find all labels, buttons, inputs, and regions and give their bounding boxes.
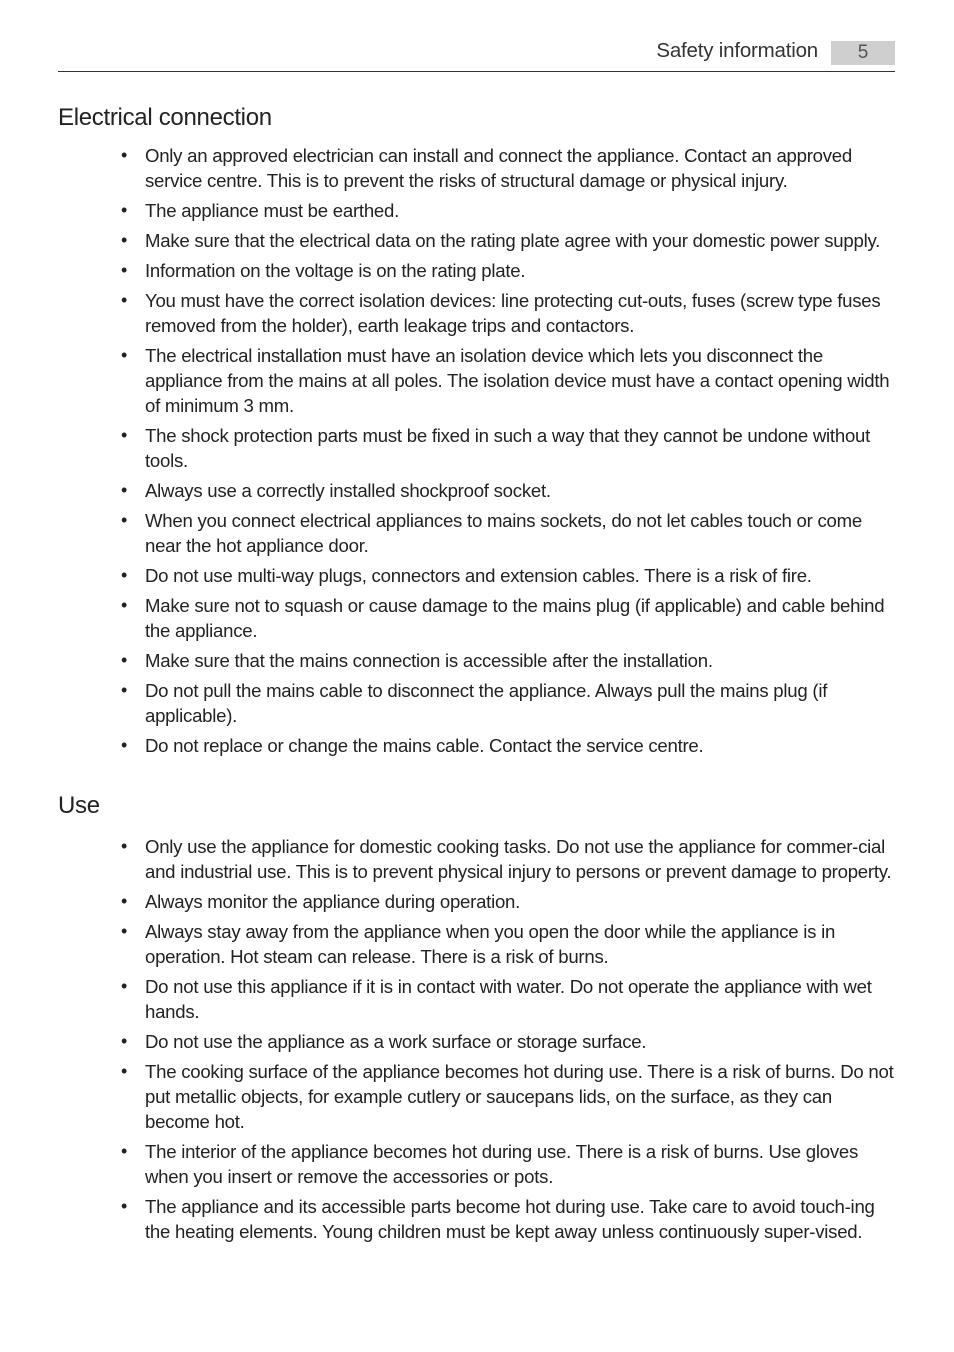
list-item: • Do not replace or change the mains cable. Contact the service centre.: [58, 733, 895, 758]
list-item: • Always monitor the appliance during operation.: [58, 889, 895, 914]
section-electrical-connection: [58, 103, 895, 763]
header-title: Safety information: [656, 39, 818, 62]
list-item: • Do not use multi-way plugs, connectors and extension cables. There is a risk of fire.: [58, 563, 895, 588]
list-item: • The shock protection parts must be fixed in such a way that they cannot be undone without tools.: [58, 423, 895, 473]
list-item: • Always stay away from the appliance when you open the door while the appliance is in operation. Hot steam can release. There is a risk of burns.: [58, 919, 895, 969]
bullet-list: [58, 143, 895, 758]
section-heading: Electrical connection: [58, 104, 272, 131]
list-item: • You must have the correct isolation devices: line protecting cut-outs, fuses (screw type fuses removed from the holder), earth leakage trips and contactors.: [58, 288, 895, 338]
list-item: • The appliance must be earthed.: [58, 198, 895, 223]
section-heading: Use: [58, 792, 100, 819]
list-item: • The cooking surface of the appliance becomes hot during use. There is a risk of burns. Do not put metallic objects, for example cutlery or saucepans lids, on the surface, as they can become hot.: [58, 1059, 895, 1134]
list-item: • When you connect electrical appliances to mains sockets, do not let cables touch or come near the hot appliance door.: [58, 508, 895, 558]
list-item: • Make sure that the electrical data on the rating plate agree with your domestic power supply.: [58, 228, 895, 253]
list-item: • Make sure not to squash or cause damage to the mains plug (if applicable) and cable behind the appliance.: [58, 593, 895, 643]
section-use: [58, 791, 895, 1249]
page-number: 5: [831, 41, 895, 65]
list-item: • Only use the appliance for domestic cooking tasks. Do not use the appliance for commer-cial and industrial use. This is to prevent physical injury to persons or prevent damage to property.: [58, 834, 895, 884]
list-item: • Do not use this appliance if it is in contact with water. Do not operate the appliance with wet hands.: [58, 974, 895, 1024]
list-item: • Do not pull the mains cable to disconnect the appliance. Always pull the mains plug (if applicable).: [58, 678, 895, 728]
list-item: • Information on the voltage is on the rating plate.: [58, 258, 895, 283]
list-item: • Make sure that the mains connection is accessible after the installation.: [58, 648, 895, 673]
list-item: • The interior of the appliance becomes hot during use. There is a risk of burns. Use gloves when you insert or remove the accessories or pots.: [58, 1139, 895, 1189]
list-item: • Only an approved electrician can install and connect the appliance. Contact an approved service centre. This is to prevent the risks of structural damage or physical injury.: [58, 143, 895, 193]
list-item: • Do not use the appliance as a work surface or storage surface.: [58, 1029, 895, 1054]
list-item: • Always use a correctly installed shockproof socket.: [58, 478, 895, 503]
list-item: • The electrical installation must have an isolation device which lets you disconnect the appliance from the mains at all poles. The isolation device must have a contact opening width of minimum 3 mm.: [58, 343, 895, 418]
bullet-list: [58, 834, 895, 1244]
list-item: • The appliance and its accessible parts become hot during use. Take care to avoid touch-ing the heating elements. Young children must be kept away unless continuously super-vised.: [58, 1194, 895, 1244]
page-header: [58, 38, 895, 72]
